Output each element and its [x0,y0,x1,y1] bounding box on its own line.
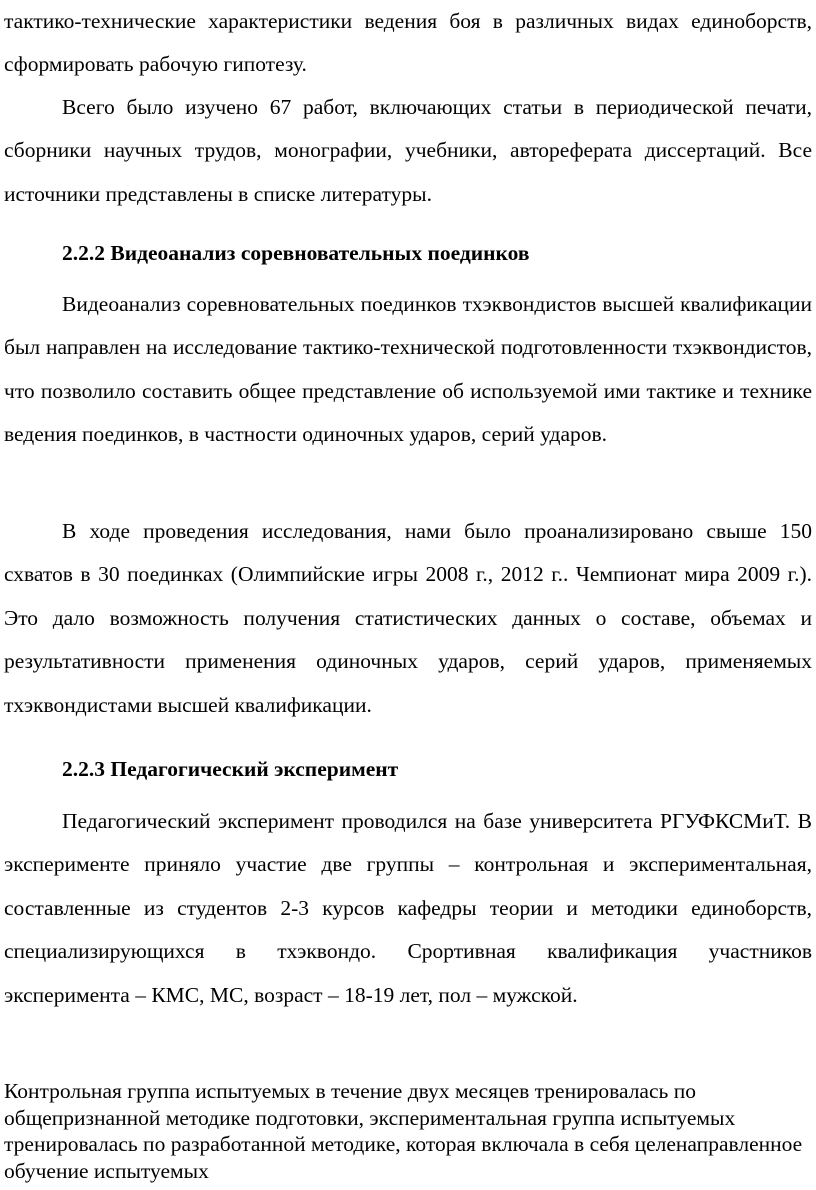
paragraph-5: Педагогический эксперимент проводился на базе университета РГУФКСМиТ. В эксперименте приняло участие две группы – контрольная и экспериментальная, составленные из студентов 2-3 курсов кафедры теории и методики единоборств, специализирующихся в тхэквондо. Срортивная квалификация участников эксперимента – КМС, МС, возраст – 18-19 лет, пол – мужской. [4,809,812,1007]
section-heading-2-2-2: 2.2.2 Видеоанализ соревновательных поединков [62,241,530,265]
paragraph-6: Контрольная группа испытуемых в течение двух месяцев тренировалась по общепризнанной методике подготовки, экспериментальная группа испытуемых тренировалась по разработанной методике, которая включала в себя целенаправленное обучение испытуемых [4,1079,803,1183]
paragraph-2: Всего было изучено 67 работ, включающих статьи в периодической печати, сборники научных трудов, монографии, учебники, автореферата диссертаций. Все источники представлены в списке литературы. [4,95,812,206]
section-heading-2-2-3: 2.2.3 Педагогический эксперимент [62,757,399,781]
paragraph-1: тактико-технические характеристики ведения боя в различных видах единоборств, сформировать рабочую гипотезу. [4,9,812,77]
paragraph-4: В ходе проведения исследования, нами было проанализировано свыше 150 схватов в 30 поединках (Олимпийские игры 2008 г., 2012 г.. Чемпионат мира 2009 г.). Это дало возможность получения статистических данных о составе, объемах и результативности применения одиночных ударов, серий ударов, применяемых тхэквондистами высшей квалификации. [4,519,812,717]
paragraph-3: Видеоанализ соревновательных поединков тхэквондистов высшей квалификации был направлен на исследование тактико-технической подготовленности тхэквондистов, что позволило составить общее представление об используемой ими тактике и технике ведения поединков, в частности одиночных ударов, серий ударов. [4,292,812,447]
